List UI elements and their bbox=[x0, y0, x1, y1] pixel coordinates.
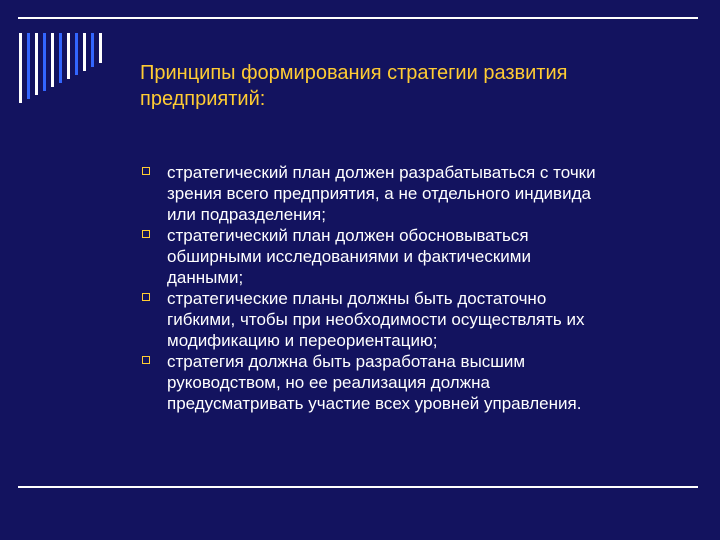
bottom-rule bbox=[18, 486, 698, 488]
bullet-line: стратегические планы должны быть достаточно bbox=[167, 289, 547, 308]
bullet-line: стратегия должна быть разработана высшим bbox=[167, 352, 526, 371]
bullet-line: зрения всего предприятия, а не отдельного индивида bbox=[167, 184, 591, 203]
decorative-bar bbox=[59, 33, 62, 83]
bullet-line: данными; bbox=[167, 268, 244, 287]
decorative-bar bbox=[75, 33, 78, 75]
bullet-line: обширными исследованиями и фактическими bbox=[167, 247, 531, 266]
bullet-line: стратегический план должен разрабатываться с точки bbox=[167, 163, 596, 182]
bullet-line: гибкими, чтобы при необходимости осуществлять их bbox=[167, 310, 585, 329]
bullet-line: модификацию и переориентацию; bbox=[167, 331, 438, 350]
decorative-bar bbox=[67, 33, 70, 79]
slide-title bbox=[140, 60, 700, 112]
bullet-item bbox=[140, 351, 700, 414]
bullet-list bbox=[140, 162, 700, 414]
bullet-line: руководством, но ее реализация должна bbox=[167, 373, 490, 392]
bullet-item bbox=[140, 162, 700, 225]
decorative-bar bbox=[99, 33, 102, 63]
top-rule bbox=[18, 17, 698, 19]
decorative-bar bbox=[51, 33, 54, 87]
decorative-bar bbox=[35, 33, 38, 95]
bullet-line: или подразделения; bbox=[167, 205, 326, 224]
title-line: Принципы формирования стратегии развития bbox=[140, 62, 568, 84]
title-line: предприятий: bbox=[140, 88, 266, 110]
decorative-bar bbox=[91, 33, 94, 67]
decorative-bar bbox=[27, 33, 30, 99]
hollow-square-bullet-icon bbox=[142, 230, 150, 238]
decorative-bar bbox=[19, 33, 22, 103]
bullet-line: стратегический план должен обосновываться bbox=[167, 226, 529, 245]
decorative-bar bbox=[43, 33, 46, 91]
hollow-square-bullet-icon bbox=[142, 293, 150, 301]
hollow-square-bullet-icon bbox=[142, 167, 150, 175]
hollow-square-bullet-icon bbox=[142, 356, 150, 364]
bullet-item bbox=[140, 288, 700, 351]
decorative-bar bbox=[83, 33, 86, 71]
bullet-item bbox=[140, 225, 700, 288]
bullet-line: предусматривать участие всех уровней управления. bbox=[167, 394, 582, 413]
